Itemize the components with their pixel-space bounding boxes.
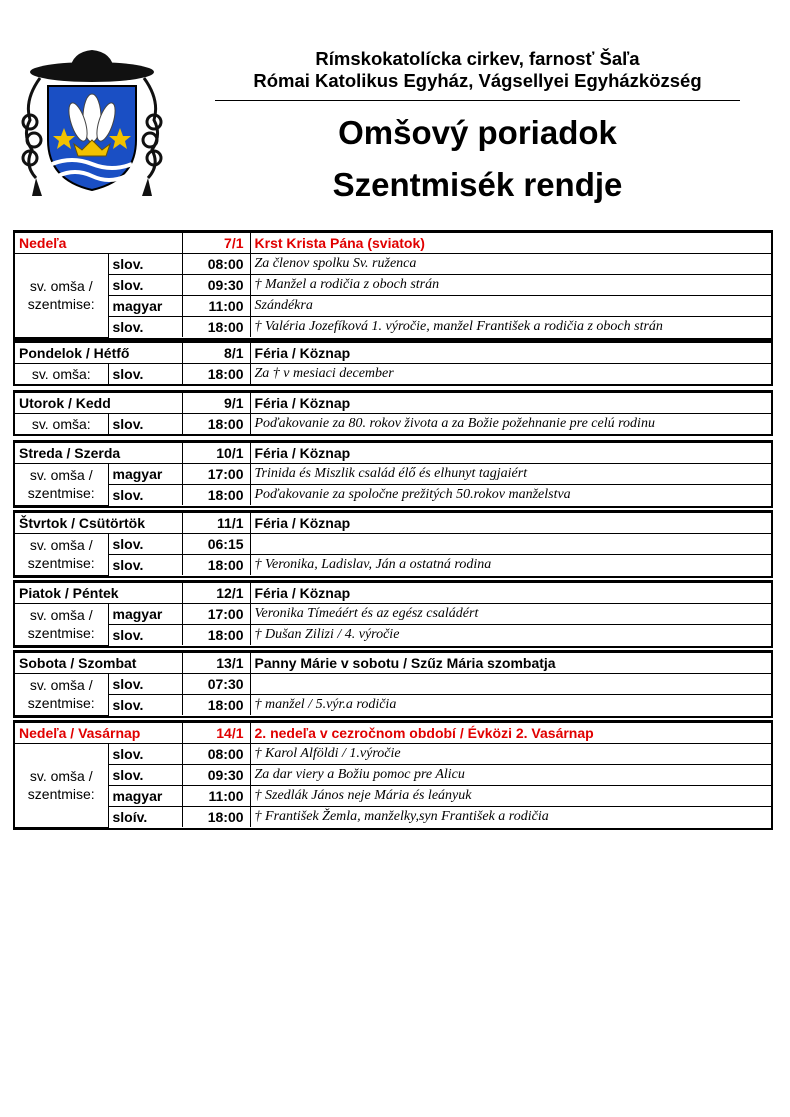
mass-language: magyar — [108, 464, 182, 485]
day-name: Streda / Szerda — [15, 443, 182, 464]
mass-time: 18:00 — [182, 317, 250, 338]
mass-language: slov. — [108, 534, 182, 555]
mass-language: magyar — [108, 604, 182, 625]
mass-time: 18:00 — [182, 485, 250, 506]
day-block — [13, 580, 773, 648]
mass-language: slov. — [108, 254, 182, 275]
mass-row — [15, 695, 771, 716]
day-header-row — [15, 393, 771, 414]
day-name: Štvrtok / Csütörtök — [15, 513, 182, 534]
title-slovak: Omšový poriadok — [338, 114, 617, 151]
day-header-row — [15, 513, 771, 534]
mass-time: 18:00 — [182, 555, 250, 576]
day-header-row — [15, 583, 771, 604]
mass-time: 08:00 — [182, 744, 250, 765]
parish-coat-of-arms — [12, 40, 172, 200]
mass-row — [15, 807, 771, 828]
mass-intention: † Veronika, Ladislav, Ján a ostatná rodina — [250, 555, 771, 576]
mass-time: 17:00 — [182, 464, 250, 485]
mass-row — [15, 604, 771, 625]
mass-time: 18:00 — [182, 695, 250, 716]
day-date: 12/1 — [182, 583, 250, 604]
org-name-slovak: Rímskokatolícka cirkev, farnosť Šaľa — [315, 48, 640, 69]
mass-intention: Poďakovanie za spoločne prežitých 50.rokov manželstva — [250, 485, 771, 506]
mass-time: 18:00 — [182, 364, 250, 385]
mass-language: slov. — [108, 695, 182, 716]
header-divider — [215, 100, 740, 101]
mass-time: 09:30 — [182, 765, 250, 786]
mass-row — [15, 625, 771, 646]
mass-language: slov. — [108, 555, 182, 576]
mass-row — [15, 534, 771, 555]
mass-language: slov. — [108, 364, 182, 385]
mass-language: slov. — [108, 414, 182, 435]
mass-time: 09:30 — [182, 275, 250, 296]
mass-label: sv. omša / szentmise: — [15, 674, 108, 716]
mass-label: sv. omša / szentmise: — [15, 254, 108, 338]
day-name: Sobota / Szombat — [15, 653, 182, 674]
mass-language: slov. — [108, 744, 182, 765]
mass-time: 11:00 — [182, 296, 250, 317]
mass-row — [15, 296, 771, 317]
day-header-row — [15, 653, 771, 674]
mass-intention: † Szedlák János neje Mária és leányuk — [250, 786, 771, 807]
day-feast: Féria / Köznap — [250, 343, 771, 364]
mass-row — [15, 485, 771, 506]
mass-row — [15, 744, 771, 765]
day-feast: Féria / Köznap — [250, 443, 771, 464]
day-feast: Panny Márie v sobotu / Szűz Mária szombatja — [250, 653, 771, 674]
mass-language: slov. — [108, 625, 182, 646]
mass-language: slov. — [108, 765, 182, 786]
org-name-hungarian: Római Katolikus Egyház, Vágsellyei Egyházközség — [253, 70, 702, 91]
day-feast: Féria / Köznap — [250, 513, 771, 534]
day-header-row — [15, 343, 771, 364]
mass-intention: † Valéria Jozefíková 1. výročie, manžel František a rodičia z oboch strán — [250, 317, 771, 338]
mass-row — [15, 254, 771, 275]
mass-language: slov. — [108, 317, 182, 338]
mass-label: sv. omša / szentmise: — [15, 604, 108, 646]
day-block — [13, 440, 773, 508]
mass-row — [15, 765, 771, 786]
day-header-row — [15, 723, 771, 744]
mass-intention: † Dušan Zilizi / 4. výročie — [250, 625, 771, 646]
mass-time: 18:00 — [182, 625, 250, 646]
mass-intention — [250, 534, 771, 555]
mass-intention: Poďakovanie za 80. rokov života a za Božie požehnanie pre celú rodinu — [250, 414, 771, 435]
mass-time: 18:00 — [182, 807, 250, 828]
day-date: 9/1 — [182, 393, 250, 414]
mass-time: 06:15 — [182, 534, 250, 555]
mass-row — [15, 674, 771, 695]
day-header-row — [15, 443, 771, 464]
mass-intention: † František Žemla, manželky,syn František a rodičia — [250, 807, 771, 828]
galero-hat-icon — [30, 50, 154, 82]
day-date: 10/1 — [182, 443, 250, 464]
mass-label: sv. omša: — [15, 414, 108, 435]
day-block — [13, 510, 773, 578]
mass-row — [15, 464, 771, 485]
day-name: Nedeľa — [15, 233, 182, 254]
mass-row — [15, 275, 771, 296]
day-date: 11/1 — [182, 513, 250, 534]
day-block — [13, 230, 773, 340]
day-date: 14/1 — [182, 723, 250, 744]
mass-intention: Za členov spolku Sv. ruženca — [250, 254, 771, 275]
mass-intention: Veronika Tímeáért és az egész családért — [250, 604, 771, 625]
day-feast: Krst Krista Pána (sviatok) — [250, 233, 771, 254]
mass-row — [15, 364, 771, 385]
day-block — [13, 720, 773, 830]
day-name: Pondelok / Hétfő — [15, 343, 182, 364]
mass-row — [15, 414, 771, 435]
day-feast: Féria / Köznap — [250, 393, 771, 414]
mass-intention: † Manžel a rodičia z oboch strán — [250, 275, 771, 296]
day-feast: 2. nedeľa v cezročnom období / Évközi 2. Vasárnap — [250, 723, 771, 744]
mass-language: slov. — [108, 275, 182, 296]
mass-intention: Trinida és Miszlik család élő és elhunyt tagjaiért — [250, 464, 771, 485]
mass-row — [15, 317, 771, 338]
title-hungarian: Szentmisék rendje — [332, 166, 623, 203]
mass-language: slov. — [108, 674, 182, 695]
mass-time: 08:00 — [182, 254, 250, 275]
mass-intention: Za dar viery a Božiu pomoc pre Alicu — [250, 765, 771, 786]
day-block — [13, 340, 773, 386]
day-date: 7/1 — [182, 233, 250, 254]
mass-row — [15, 786, 771, 807]
day-block — [13, 650, 773, 718]
mass-label: sv. omša / szentmise: — [15, 744, 108, 828]
mass-label: sv. omša / szentmise: — [15, 534, 108, 576]
mass-time: 07:30 — [182, 674, 250, 695]
mass-language: magyar — [108, 296, 182, 317]
mass-row — [15, 555, 771, 576]
mass-intention: Szándékra — [250, 296, 771, 317]
mass-label: sv. omša: — [15, 364, 108, 385]
mass-time: 17:00 — [182, 604, 250, 625]
mass-intention: Za † v mesiaci december — [250, 364, 771, 385]
day-date: 13/1 — [182, 653, 250, 674]
mass-intention: † Karol Alföldi / 1.výročie — [250, 744, 771, 765]
day-block — [13, 390, 773, 436]
day-feast: Féria / Köznap — [250, 583, 771, 604]
mass-time: 11:00 — [182, 786, 250, 807]
day-date: 8/1 — [182, 343, 250, 364]
mass-intention — [250, 674, 771, 695]
day-header-row — [15, 233, 771, 254]
day-name: Piatok / Péntek — [15, 583, 182, 604]
mass-language: sloív. — [108, 807, 182, 828]
mass-language: slov. — [108, 485, 182, 506]
mass-label: sv. omša / szentmise: — [15, 464, 108, 506]
day-name: Nedeľa / Vasárnap — [15, 723, 182, 744]
mass-time: 18:00 — [182, 414, 250, 435]
day-name: Utorok / Kedd — [15, 393, 182, 414]
mass-language: magyar — [108, 786, 182, 807]
mass-intention: † manžel / 5.výr.a rodičia — [250, 695, 771, 716]
document-header — [205, 48, 750, 205]
